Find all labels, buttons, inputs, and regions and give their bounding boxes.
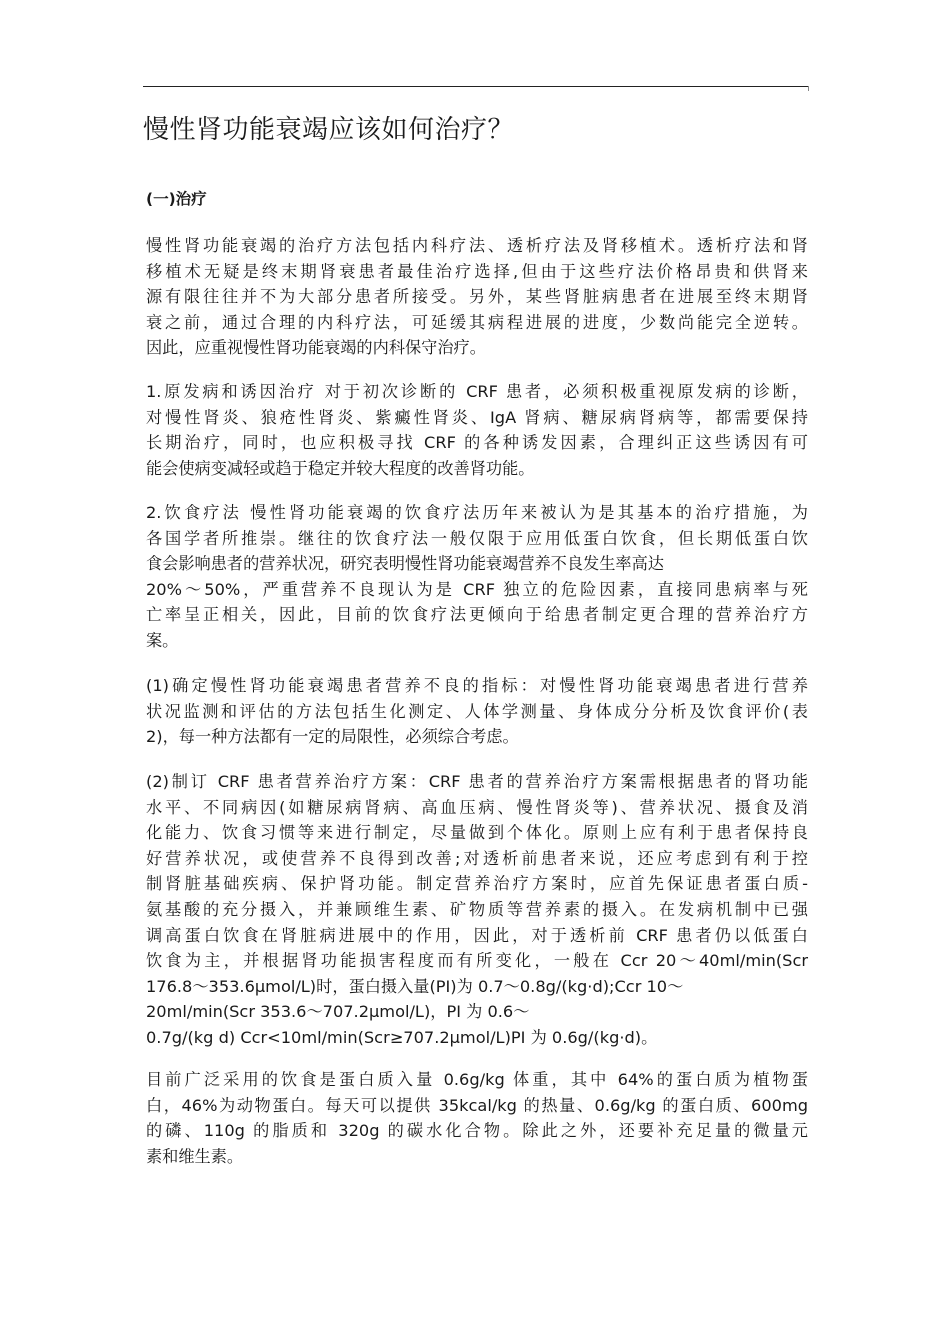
text-line: 各国学者所推崇。继往的饮食疗法一般仅限于应用低蛋白饮食，但长期低蛋白饮 [146, 528, 808, 548]
text-line: 调高蛋白饮食在肾脏病进展中的作用，因此，对于透析前 CRF 患者仍以低蛋白 [146, 925, 808, 945]
text-line: 化能力、饮食习惯等来进行制定，尽量做到个体化。原则上应有利于患者保持良 [146, 823, 808, 843]
paragraph-current-diet [146, 1067, 808, 1169]
text-line: 176.8～353.6μmol/L)时，蛋白摄入量(PI)为 0.7～0.8g/(kg·d);Ccr 10～ [146, 976, 684, 996]
paragraph-intro [146, 233, 808, 361]
text-line: 因此，应重视慢性肾功能衰竭的内科保守治疗。 [146, 338, 486, 358]
text-line: 目前广泛采用的饮食是蛋白质入量 0.6g/kg 体重，其中 64%的蛋白质为植物蛋 [146, 1070, 808, 1089]
text-line: 制肾脏基础疾病、保护肾功能。制定营养治疗方案时，应首先保证患者蛋白质- [146, 874, 808, 894]
text-line: 慢性肾功能衰竭的治疗方法包括内科疗法、透析疗法及肾移植术。透析疗法和肾 [146, 236, 808, 255]
text-line: 食会影响患者的营养状况，研究表明慢性肾功能衰竭营养不良发生率高达 [146, 554, 664, 574]
text-line: 2)，每一种方法都有一定的局限性，必须综合考虑。 [146, 727, 519, 747]
text-line: 好营养状况，或使营养不良得到改善;对透析前患者来说，还应考虑到有利于控 [146, 848, 808, 868]
text-line: 2.饮食疗法 慢性肾功能衰竭的饮食疗法历年来被认为是其基本的治疗措施，为 [146, 503, 808, 522]
text-line: 能会使病变减轻或趋于稳定并较大程度的改善肾功能。 [146, 458, 535, 478]
page-title: 慢性肾功能衰竭应该如何治疗？ [143, 115, 515, 145]
text-line: 的磷、110g 的脂质和 320g 的碳水化合物。除此之外，还要补充足量的微量元 [146, 1121, 808, 1141]
text-line: 亡率呈正相关，因此，目前的饮食疗法更倾向于给患者制定更合理的营养治疗方 [146, 605, 808, 625]
text-line: (2)制订 CRF 患者营养治疗方案：CRF 患者的营养治疗方案需根据患者的肾功能 [146, 772, 808, 791]
paragraph-nutrition-indicators [146, 673, 808, 750]
text-line: 状况监测和评估的方法包括生化测定、人体学测量、身体成分分析及饮食评价(表 [146, 701, 808, 721]
text-line: 氨基酸的充分摄入，并兼顾维生素、矿物质等营养素的摄入。在发病机制中已强 [146, 899, 808, 919]
text-line: 移植术无疑是终末期肾衰患者最佳治疗选择,但由于这些疗法价格昂贵和供肾来 [146, 261, 808, 281]
text-line: 水平、不同病因(如糖尿病肾病、高血压病、慢性肾炎等)、营养状况、摄食及消 [146, 797, 808, 817]
paragraph-diet-therapy [146, 500, 808, 654]
header-rule [143, 86, 809, 87]
text-line: 白，46%为动物蛋白。每天可以提供 35kcal/kg 的热量、0.6g/kg 的蛋白质、600mg [146, 1095, 808, 1115]
text-line: 0.7g/(kg d) Ccr<10ml/min(Scr≥707.2μmol/L)PI 为 0.6g/(kg·d)。 [146, 1027, 658, 1047]
paragraph-nutrition-plan [146, 769, 808, 1051]
text-line: 饮食为主，并根据肾功能损害程度而有所变化，一般在 Ccr 20～40ml/min(Scr [146, 951, 808, 971]
text-line: 素和维生素。 [146, 1146, 244, 1166]
text-line: 20ml/min(Scr 353.6～707.2μmol/L)，PI 为 0.6～ [146, 1002, 530, 1022]
text-line: 源有限往往并不为大部分患者所接受。另外，某些肾脏病患者在进展至终末期肾 [146, 287, 808, 307]
text-line: 20%～50%，严重营养不良现认为是 CRF 独立的危险因素，直接同患病率与死 [146, 579, 808, 599]
section-heading: (一)治疗 [146, 190, 207, 208]
text-line: 对慢性肾炎、狼疮性肾炎、紫癜性肾炎、IgA 肾病、糖尿病肾病等，都需要保持 [146, 407, 808, 427]
text-line: 案。 [146, 630, 179, 650]
text-line: 1.原发病和诱因治疗 对于初次诊断的 CRF 患者，必须积极重视原发病的诊断， [146, 382, 808, 401]
text-line: 衰之前，通过合理的内科疗法，可延缓其病程进展的进度，少数尚能完全逆转。 [146, 312, 808, 332]
text-line: (1)确定慢性肾功能衰竭患者营养不良的指标：对慢性肾功能衰竭患者进行营养 [146, 676, 808, 695]
header-rule-tick [808, 86, 809, 91]
text-line: 长期治疗，同时，也应积极寻找 CRF 的各种诱发因素，合理纠正这些诱因有可 [146, 433, 808, 453]
paragraph-primary-disease [146, 379, 808, 481]
